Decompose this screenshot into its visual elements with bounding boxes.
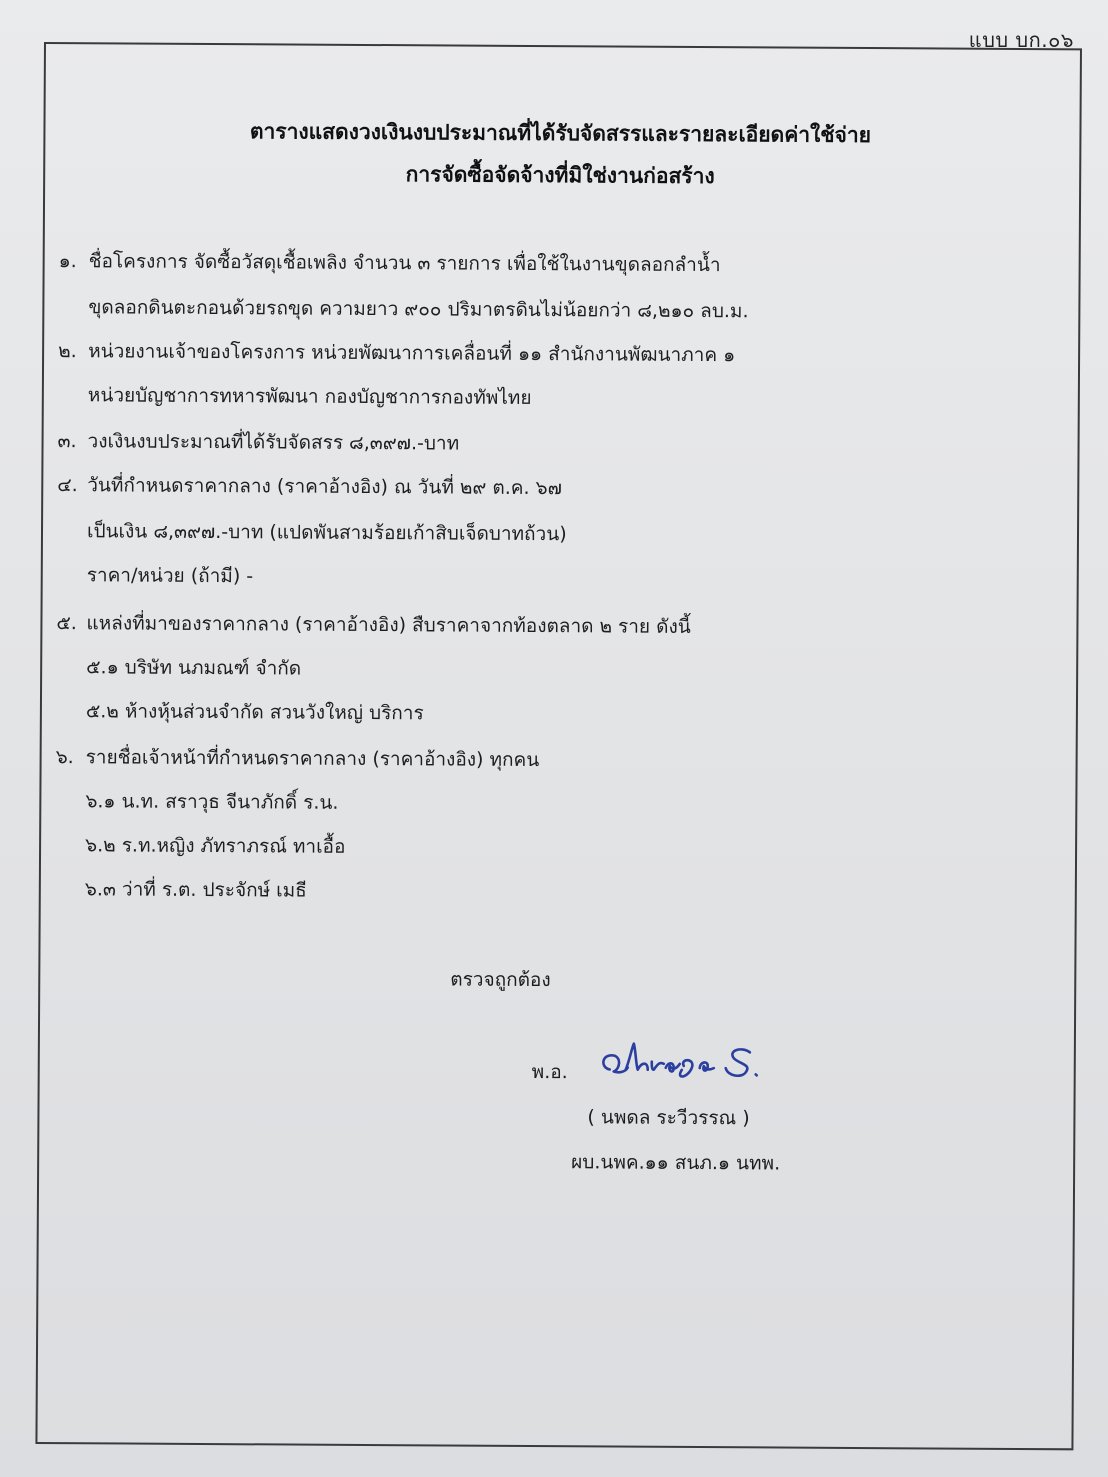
item-2-text: หน่วยงานเจ้าของโครงการ หน่วยพัฒนาการเคลื่อนที่ ๑๑ สำนักงานพัฒนาภาค ๑ [88, 340, 736, 367]
document-title-line-2: การจัดซื้อจัดจ้างที่มิใช่งานก่อสร้าง [405, 162, 715, 189]
item-6-text: รายชื่อเจ้าหน้าที่กำหนดราคากลาง (ราคาอ้างอิง) ทุกคน [85, 746, 540, 772]
item-5-text: แหล่งที่มาของราคากลาง (ราคาอ้างอิง) สืบราคาจากท้องตลาด ๒ ราย ดังนี้ [86, 612, 691, 638]
item-4-line-2: เป็นเงิน ๘,๓๙๗.-บาท (แปดพันสามร้อยเก้าสิบเจ็ดบาทถ้วน) [86, 520, 567, 546]
item-2-line-2: หน่วยบัญชาการทหารพัฒนา กองบัญชาการกองทัพไทย [87, 384, 532, 409]
handwritten-signature [596, 1037, 786, 1088]
item-6-line-1 [56, 742, 540, 775]
item-6-sub-1: ๖.๑ น.ท. สราวุธ จีนาภักดิ์ ร.น. [85, 790, 339, 814]
item-1-text: ชื่อโครงการ จัดซื้อวัสดุเชื้อเพลิง จำนวน ๓ รายการ เพื่อใช้ในงานขุดลอกลำน้ำ [88, 250, 721, 277]
item-5-number: ๕. [56, 612, 77, 635]
item-4-number: ๔. [57, 474, 78, 497]
signer-position: ผบ.นพค.๑๑ สนภ.๑ นทพ. [571, 1151, 781, 1175]
item-4-line-1 [57, 470, 562, 503]
form-code: แบบ บก.๐๖ [968, 28, 1074, 52]
item-5-sub-2: ๕.๒ ห้างหุ้นส่วนจำกัด สวนวังใหญ่ บริการ [85, 700, 424, 725]
item-3-text: วงเงินงบประมาณที่ได้รับจัดสรร ๘,๓๙๗.-บาท [87, 430, 460, 455]
item-2-line-1 [58, 336, 735, 370]
document-title-line-1: ตารางแสดงวงเงินงบประมาณที่ได้รับจัดสรรและรายละเอียดค่าใช้จ่าย [249, 119, 872, 148]
item-4-text: วันที่กำหนดราคากลาง (ราคาอ้างอิง) ณ วันที่ ๒๙ ต.ค. ๖๗ [87, 474, 562, 500]
item-3-number: ๓. [57, 430, 77, 453]
document-frame [35, 42, 1082, 1450]
item-4-line-3: ราคา/หน่วย (ถ้ามี) - [86, 564, 254, 588]
item-5-sub-1: ๕.๑ บริษัท นภมณฑ์ จำกัด [86, 656, 302, 680]
signer-name: ( นพดล ระวีวรรณ ) [587, 1106, 750, 1130]
item-5-line-1 [56, 608, 690, 642]
verify-label: ตรวจถูกต้อง [450, 968, 551, 992]
item-6-number: ๖. [55, 746, 74, 769]
item-3-line-1 [57, 426, 459, 458]
item-6-sub-2: ๖.๒ ร.ท.หญิง ภัทราภรณ์ ทาเอื้อ [85, 834, 346, 858]
item-1-line-1 [59, 246, 721, 280]
signer-rank: พ.อ. [531, 1060, 568, 1084]
item-1-number: ๑. [58, 250, 77, 273]
item-1-line-2: ขุดลอกดินตะกอนด้วยรถขุด ความยาว ๙๐๐ ปริมาตรดินไม่น้อยกว่า ๘,๒๑๐ ลบ.ม. [88, 296, 749, 323]
item-2-number: ๒. [58, 340, 77, 363]
item-6-sub-3: ๖.๓ ว่าที่ ร.ต. ประจักษ์ เมธี [84, 878, 307, 902]
